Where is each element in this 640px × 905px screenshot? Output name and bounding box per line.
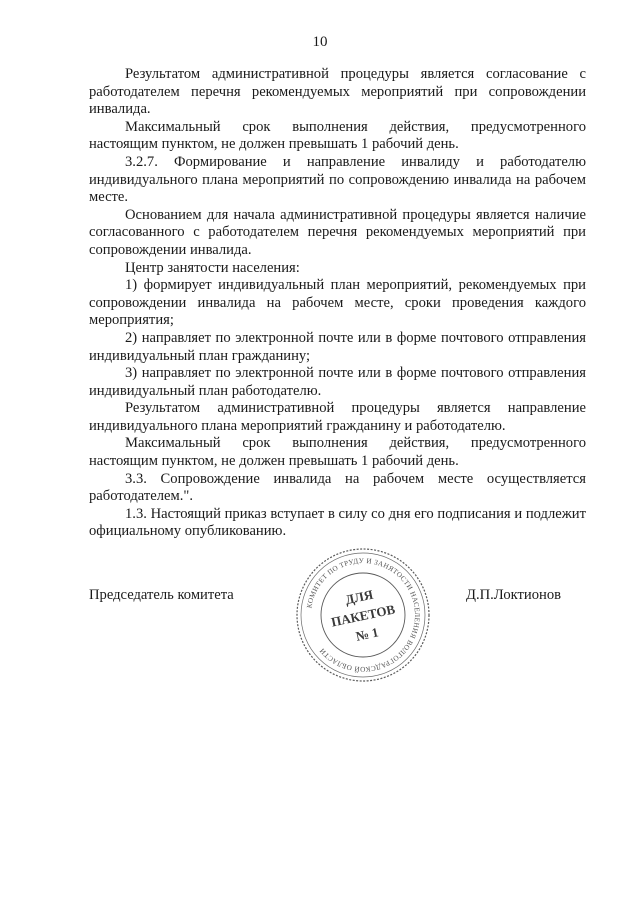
stamp-line-2: ПАКЕТОВ <box>329 601 397 630</box>
paragraph-max-term-2: Максимальный срок выполнения действия, предусмотренного настоящим пунктом, не должен превышать 1 рабочий день. <box>89 435 586 470</box>
list-item-1: 1) формирует индивидуальный план мероприятий, рекомендуемых при сопровождении инвалида на рабочем месте, сроки проведения каждого мероприятия; <box>89 277 586 329</box>
paragraph-3-3: 3.3. Сопровождение инвалида на рабочем месте осуществляется работодателем.". <box>89 470 586 505</box>
signature-name: Д.П.Локтионов <box>466 587 562 603</box>
stamp-line-3: № 1 <box>354 624 380 644</box>
paragraph-1-3: 1.3. Настоящий приказ вступает в силу со дня его подписания и подлежит официальному опубликованию. <box>89 505 586 540</box>
stamp-line-1: ДЛЯ <box>343 586 375 608</box>
page-number: 10 <box>312 34 328 50</box>
list-item-2: 2) направляет по электронной почте или в форме почтового отправления индивидуальный план гражданину; <box>89 329 586 364</box>
paragraph-basis: Основанием для начала административной процедуры является наличие согласованного с работодателем перечня рекомендуемых мероприятий при сопровождении инвалида. <box>89 206 586 258</box>
stamp-ring-text: КОМИТЕТ ПО ТРУДУ И ЗАНЯТОСТИ НАСЕЛЕНИЯ ВОЛГОГРАДСКОЙ ОБЛАСТИ <box>305 556 422 674</box>
paragraph-employment-center: Центр занятости населения: <box>125 259 300 276</box>
document-body <box>89 66 586 541</box>
paragraph-result-agreement: Результатом административной процедуры является согласование с работодателем перечня рекомендуемых мероприятий при сопровождении инвалида. <box>89 66 586 118</box>
list-item-3: 3) направляет по электронной почте или в форме почтового отправления индивидуальный план работодателю. <box>89 365 586 399</box>
paragraph-max-term-1: Максимальный срок выполнения действия, предусмотренного настоящим пунктом, не должен превышать 1 рабочий день. <box>89 118 586 153</box>
paragraph-result-direction: Результатом административной процедуры является направление индивидуального плана мероприятий гражданину и работодателю. <box>89 400 586 434</box>
signature-title: Председатель комитета <box>89 587 234 603</box>
paragraph-3-2-7: 3.2.7. Формирование и направление инвалиду и работодателю индивидуального плана мероприятий по сопровождению инвалида на рабочем месте. <box>89 153 586 206</box>
round-stamp <box>293 545 433 685</box>
